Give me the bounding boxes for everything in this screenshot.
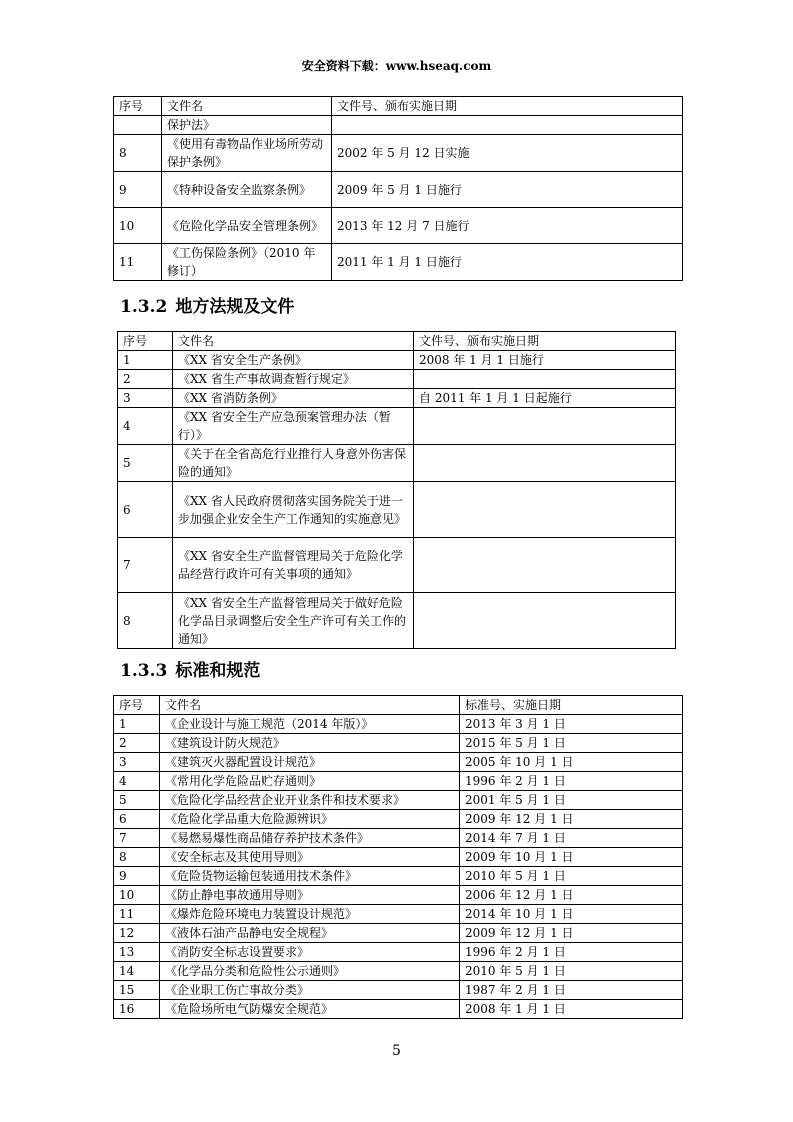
table-row (118, 593, 676, 649)
table-cell: 《危险场所电气防爆安全规范》 (160, 1000, 460, 1019)
table-cell: 《使用有毒物品作业场所劳动保护条例》 (162, 135, 332, 172)
table-cell: 5 (118, 445, 173, 482)
table-cell: 9 (114, 867, 160, 886)
table-row (114, 135, 683, 172)
table-cell: 4 (118, 408, 173, 445)
table-cell (414, 408, 676, 445)
table-header-row (114, 97, 683, 116)
table-row (114, 905, 683, 924)
table-cell: 《液体石油产品静电安全规程》 (160, 924, 460, 943)
table-row (114, 772, 683, 791)
section-heading-standards (120, 656, 268, 681)
table-cell: 1987 年 2 月 1 日 (460, 981, 683, 1000)
table-cell: 《安全标志及其使用导则》 (160, 848, 460, 867)
table-cell: 11 (114, 905, 160, 924)
section-number: 1.3.3 (120, 661, 168, 681)
table-cell (414, 370, 676, 389)
table-row (114, 829, 683, 848)
table-row (114, 753, 683, 772)
table-cell: 《危险化学品安全管理条例》 (162, 208, 332, 244)
table-row (114, 943, 683, 962)
table-cell: 12 (114, 924, 160, 943)
table-row (114, 172, 683, 208)
table-national-regulations (113, 96, 683, 281)
table-cell: 2010 年 5 月 1 日 (460, 867, 683, 886)
table-cell: 2015 年 5 月 1 日 (460, 734, 683, 753)
column-header: 序号 (114, 97, 162, 116)
table-cell: 《化学品分类和危险性公示通则》 (160, 962, 460, 981)
table-row (118, 538, 676, 593)
table-cell: 2014 年 10 月 1 日 (460, 905, 683, 924)
table-row (114, 244, 683, 281)
table-cell: 《防止静电事故通用导则》 (160, 886, 460, 905)
table-body (114, 97, 683, 281)
table-standards (113, 695, 683, 1019)
table-body (114, 696, 683, 1019)
table-cell: 2013 年 12 月 7 日施行 (332, 208, 683, 244)
table-cell: 4 (114, 772, 160, 791)
table-cell: 11 (114, 244, 162, 281)
table-cell: 7 (114, 829, 160, 848)
column-header: 文件号、颁布实施日期 (414, 332, 676, 351)
table-cell: 1996 年 2 月 1 日 (460, 943, 683, 962)
table-cell: 《企业设计与施工规范（2014 年版）》 (160, 715, 460, 734)
column-header: 文件号、颁布实施日期 (332, 97, 683, 116)
table-cell: 《危险化学品重大危险源辨识》 (160, 810, 460, 829)
table-cell: 1 (114, 715, 160, 734)
table-row (114, 924, 683, 943)
table-local-regulations (117, 331, 676, 649)
section-heading-local-regulations (120, 292, 302, 317)
table-cell: 《危险化学品经营企业开业条件和技术要求》 (160, 791, 460, 810)
table-cell: 《XX 省消防条例》 (173, 389, 414, 408)
table-cell (114, 116, 162, 135)
column-header: 序号 (114, 696, 160, 715)
table-cell: 2002 年 5 月 12 日实施 (332, 135, 683, 172)
table-cell: 2005 年 10 月 1 日 (460, 753, 683, 772)
table-cell: 9 (114, 172, 162, 208)
table-row (118, 408, 676, 445)
table-cell: 2 (114, 734, 160, 753)
table-header-row (118, 332, 676, 351)
table-cell: 3 (118, 389, 173, 408)
page-number: 5 (392, 1043, 401, 1059)
section-title: 标准和规范 (175, 661, 261, 681)
column-header: 序号 (118, 332, 173, 351)
page-header: 安全资料下载：www.hseaq.com (301, 59, 492, 73)
table-cell: 2009 年 10 月 1 日 (460, 848, 683, 867)
table-body (118, 332, 676, 649)
table-row (114, 962, 683, 981)
table-cell: 《XX 省安全生产应急预案管理办法（暂行）》 (173, 408, 414, 445)
table-cell (414, 538, 676, 593)
table-cell: 16 (114, 1000, 160, 1019)
table-cell: 1 (118, 351, 173, 370)
table-cell (414, 482, 676, 538)
column-header: 标准号、实施日期 (460, 696, 683, 715)
table-cell: 2011 年 1 月 1 日施行 (332, 244, 683, 281)
table-cell: 8 (118, 593, 173, 649)
section-title: 地方法规及文件 (175, 297, 295, 317)
column-header: 文件名 (160, 696, 460, 715)
table-cell: 《XX 省生产事故调查暂行规定》 (173, 370, 414, 389)
table-cell: 《爆炸危险环境电力装置设计规范》 (160, 905, 460, 924)
table-cell: 8 (114, 848, 160, 867)
table-cell: 《易燃易爆性商品储存养护技术条件》 (160, 829, 460, 848)
table-cell (332, 116, 683, 135)
table-cell: 10 (114, 208, 162, 244)
table-row (114, 810, 683, 829)
table-cell: 2008 年 1 月 1 日 (460, 1000, 683, 1019)
table-cell: 2009 年 5 月 1 日施行 (332, 172, 683, 208)
table-row (114, 116, 683, 135)
column-header: 文件名 (162, 97, 332, 116)
table-cell: 8 (114, 135, 162, 172)
table-row (118, 482, 676, 538)
table-cell: 6 (118, 482, 173, 538)
table-cell: 2010 年 5 月 1 日 (460, 962, 683, 981)
table-cell: 《常用化学危险品贮存通则》 (160, 772, 460, 791)
table-cell: 5 (114, 791, 160, 810)
table-row (118, 445, 676, 482)
table-row (118, 351, 676, 370)
table-cell: 15 (114, 981, 160, 1000)
table-cell: 2001 年 5 月 1 日 (460, 791, 683, 810)
table-header-row (114, 696, 683, 715)
table-row (114, 867, 683, 886)
table-row (118, 370, 676, 389)
section-number: 1.3.2 (120, 297, 168, 317)
table-row (114, 886, 683, 905)
table-cell: 《XX 省人民政府贯彻落实国务院关于进一步加强企业安全生产工作通知的实施意见》 (173, 482, 414, 538)
table-row (114, 1000, 683, 1019)
table-cell: 13 (114, 943, 160, 962)
table-cell: 《XX 省安全生产条例》 (173, 351, 414, 370)
table-cell: 14 (114, 962, 160, 981)
table-cell: 1996 年 2 月 1 日 (460, 772, 683, 791)
table-cell: 《XX 省安全生产监督管理局关于做好危险化学品目录调整后安全生产许可有关工作的通知》 (173, 593, 414, 649)
table-cell: 10 (114, 886, 160, 905)
table-cell: 《XX 省安全生产监督管理局关于危险化学品经营行政许可有关事项的通知》 (173, 538, 414, 593)
table-row (114, 791, 683, 810)
table-cell (414, 445, 676, 482)
table-cell: 《危险货物运输包装通用技术条件》 (160, 867, 460, 886)
table-cell: 3 (114, 753, 160, 772)
table-cell: 2013 年 3 月 1 日 (460, 715, 683, 734)
table-row (118, 389, 676, 408)
table-row (114, 734, 683, 753)
table-cell: 《关于在全省高危行业推行人身意外伤害保险的通知》 (173, 445, 414, 482)
table-row (114, 715, 683, 734)
table-cell: 《消防安全标志设置要求》 (160, 943, 460, 962)
table-cell: 自 2011 年 1 月 1 日起施行 (414, 389, 676, 408)
table-cell: 2014 年 7 月 1 日 (460, 829, 683, 848)
table-row (114, 208, 683, 244)
table-cell: 2006 年 12 月 1 日 (460, 886, 683, 905)
table-cell (414, 593, 676, 649)
table-cell: 《建筑设计防火规范》 (160, 734, 460, 753)
table-cell: 2 (118, 370, 173, 389)
table-cell: 2009 年 12 月 1 日 (460, 810, 683, 829)
table-cell: 7 (118, 538, 173, 593)
column-header: 文件名 (173, 332, 414, 351)
table-row (114, 848, 683, 867)
table-cell: 保护法》 (162, 116, 332, 135)
table-cell: 《工伤保险条例》（2010 年修订） (162, 244, 332, 281)
table-cell: 2009 年 12 月 1 日 (460, 924, 683, 943)
table-cell: 《企业职工伤亡事故分类》 (160, 981, 460, 1000)
table-row (114, 981, 683, 1000)
table-cell: 《特种设备安全监察条例》 (162, 172, 332, 208)
table-cell: 《建筑灭火器配置设计规范》 (160, 753, 460, 772)
table-cell: 6 (114, 810, 160, 829)
table-cell: 2008 年 1 月 1 日施行 (414, 351, 676, 370)
